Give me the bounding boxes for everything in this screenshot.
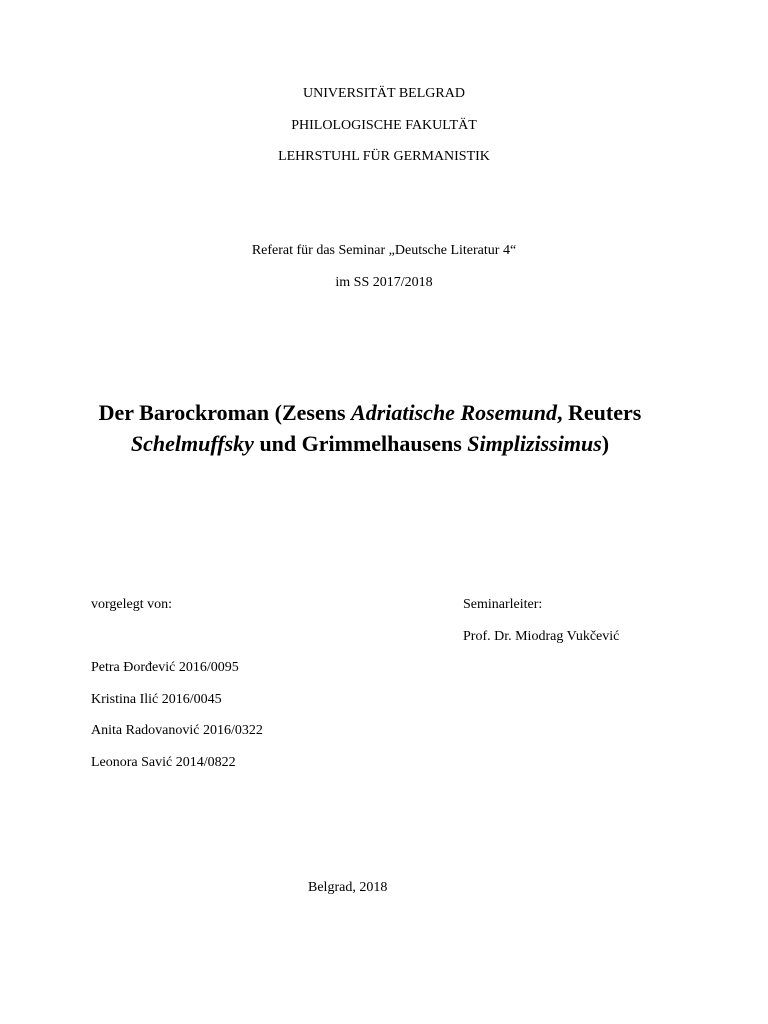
- title-work-2: Schelmuffsky: [130, 431, 254, 456]
- document-title-line-1: [0, 397, 740, 429]
- university-name: UNIVERSITÄT BELGRAD: [303, 86, 465, 101]
- seminar-line: Referat für das Seminar „Deutsche Literatur 4“: [251, 243, 517, 258]
- author-entry: Petra Đorđević 2016/0095: [91, 660, 239, 675]
- place-date: Belgrad, 2018: [308, 880, 388, 895]
- department-name: LEHRSTUHL FÜR GERMANISTIK: [278, 149, 490, 164]
- semester-line: im SS 2017/2018: [335, 275, 433, 290]
- title-work-1: Adriatische Rosemund: [351, 400, 558, 425]
- title-part-4: ): [601, 431, 610, 456]
- faculty-name: PHILOLOGISCHE FAKULTÄT: [291, 118, 477, 133]
- title-work-3: Simplizissimus: [467, 431, 602, 456]
- title-part-2: , Reuters: [557, 400, 642, 425]
- author-entry: Anita Radovanović 2016/0322: [91, 723, 263, 738]
- title-part-3: und Grimmelhausens: [253, 431, 468, 456]
- author-entry: Leonora Savić 2014/0822: [91, 755, 236, 770]
- title-part-1: Der Barockroman (Zesens: [98, 400, 352, 425]
- supervisor-label: Seminarleiter:: [463, 597, 543, 612]
- submitted-by-label: vorgelegt von:: [91, 597, 173, 612]
- author-entry: Kristina Ilić 2016/0045: [91, 692, 222, 707]
- document-title-line-2: [0, 428, 740, 460]
- supervisor-name: Prof. Dr. Miodrag Vukčević: [463, 629, 620, 644]
